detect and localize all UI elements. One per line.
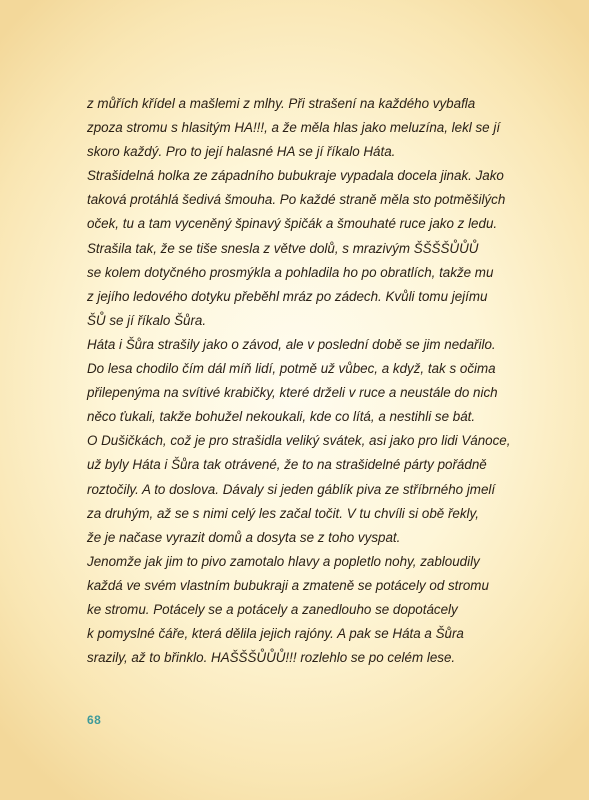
text-line: k pomyslné čáře, která dělila jejich rajóny. A pak se Háta a Šůra — [87, 626, 464, 642]
story-text — [87, 92, 527, 670]
text-line: taková protáhlá šedivá šmouha. Po každé straně měla sto potměšilých — [87, 192, 506, 208]
text-line: oček, tu a tam vyceněný špinavý špičák a šmouhaté ruce jako z ledu. — [87, 216, 498, 232]
text-line: každá ve svém vlastním bubukraji a zmateně se potácely od stromu — [87, 577, 489, 593]
text-line: se kolem dotyčného prosmýkla a pohladila ho po obratlích, takže mu — [87, 264, 494, 280]
text-line: za druhým, až se s nimi celý les začal točit. V tu chvíli si obě řekly, — [87, 505, 479, 521]
text-line: Háta i Šůra strašily jako o závod, ale v poslední době se jim nedařilo. — [87, 336, 496, 352]
text-line: ŠŮ se jí říkalo Šůra. — [87, 312, 207, 328]
text-line: z jejího ledového dotyku přeběhl mráz po zádech. Kvůli tomu jejímu — [87, 288, 488, 304]
text-line: přilepenýma na svítivé krabičky, které drželi v ruce a neustále do nich — [87, 385, 498, 401]
paragraph — [87, 550, 527, 670]
paragraph — [87, 333, 527, 429]
text-line: něco ťukali, takže bohužel nekoukali, kde co lítá, a nestihli se bát. — [87, 409, 476, 425]
text-line: Do lesa chodilo čím dál míň lidí, potmě už vůbec, a když, tak s očima — [87, 361, 496, 377]
text-line: Jenomže jak jim to pivo zamotalo hlavy a popletlo nohy, zabloudily — [87, 553, 480, 569]
paragraph — [87, 429, 527, 549]
text-line: zpoza stromu s hlasitým HA!!!, a že měla hlas jako meluzína, lekl se jí — [87, 120, 501, 136]
paragraph — [87, 164, 527, 333]
text-line: roztočily. A to doslova. Dávaly si jeden gáblík piva ze stříbrného jmelí — [87, 481, 496, 497]
text-line: už byly Háta i Šůra tak otrávené, že to na strašidelné párty pořádně — [87, 457, 487, 473]
text-line: ke stromu. Potácely se a potácely a zanedlouho se dopotácely — [87, 601, 458, 617]
text-line: z můřích křídel a mašlemi z mlhy. Při strašení na každého vybafla — [87, 96, 476, 111]
text-line: srazily, až to břinklo. HAŠŠŠŮŮŮ!!! rozlehlo se po celém lese. — [87, 650, 456, 666]
text-line: Strašidelná holka ze západního bubukraje vypadala docela jinak. Jako — [87, 168, 504, 184]
text-line: O Dušičkách, což je pro strašidla veliký svátek, asi jako pro lidi Vánoce, — [87, 433, 511, 449]
text-line: Strašila tak, že se tiše snesla z větve dolů, s mrazivým ŠŠŠŠŮŮŮ — [87, 240, 479, 256]
page-number: 68 — [87, 713, 102, 727]
text-line: skoro každý. Pro to její halasné HA se jí říkalo Háta. — [87, 144, 396, 160]
paragraph — [87, 92, 527, 164]
text-line: že je načase vyrazit domů a dosyta se z toho vyspat. — [87, 529, 401, 545]
